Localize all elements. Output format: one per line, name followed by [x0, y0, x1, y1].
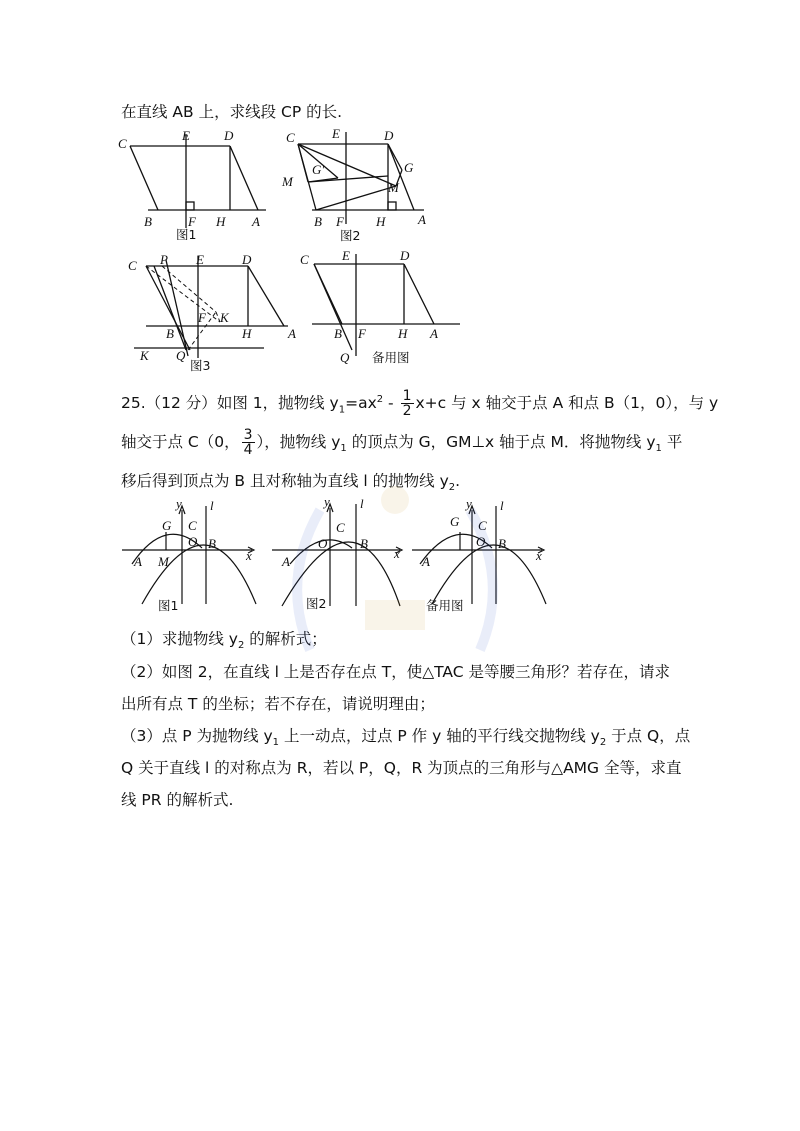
label-c: C	[478, 518, 487, 533]
label-o: O	[318, 536, 328, 551]
caption-para-backup: 备用图	[426, 598, 464, 612]
q25-stem-line3: 移后得到顶点为 B 且对称轴为直线 l 的抛物线 $y_2$.	[121, 472, 461, 494]
parabola-figure-1	[118, 500, 262, 612]
caption-para-fig2: 图2	[306, 596, 327, 611]
q24-tail-text: 在直线 AB 上，求线段 CP 的长.	[121, 103, 343, 121]
label-g-prime: G'	[312, 162, 325, 177]
q25-sub3-line1: （3）点 P 为抛物线 $y_1$ 上一动点，过点 P 作 y 轴的平行线交抛物线 $y_2$ 于点 Q，点	[121, 727, 691, 749]
label-y: y	[324, 496, 330, 509]
q25-sub2-line2: 出所有点 T 的坐标；若不存在，请说明理由；	[121, 695, 435, 713]
q25-sub2-line1: （2）如图 2，在直线 l 上是否存在点 T，使△TAC 是等腰三角形？若存在，请求	[121, 663, 670, 681]
q25-sub3-line3: 线 PR 的解析式.	[121, 791, 234, 809]
geometry-figure-1	[118, 128, 270, 240]
caption-fig1: 图1	[176, 227, 197, 240]
q25-sub3-line2: Q 关于直线 l 的对称点为 R，若以 P，Q，R 为顶点的三角形与△AMG 全等，求直	[121, 759, 682, 777]
label-b: B	[498, 536, 506, 551]
label-o: O	[188, 534, 198, 549]
label-f: F	[188, 214, 196, 229]
label-e: E	[182, 128, 190, 143]
label-a: A	[252, 214, 260, 229]
label-a: A	[422, 554, 430, 569]
label-a: A	[282, 554, 290, 569]
caption-para-fig1: 图1	[158, 598, 179, 612]
label-l: l	[360, 496, 364, 511]
label-h: H	[398, 326, 408, 341]
caption-fig3: 图3	[190, 358, 211, 372]
label-h: H	[216, 214, 226, 229]
label-c: C	[336, 520, 345, 535]
geometry-figure-3	[124, 252, 304, 372]
q25-stem-line1: 25.（12 分）如图 1，抛物线 $y_1=ax^2$ - $\frac{1}{2}$ x+c 与 x 轴交于点 A 和点 B（1，0），与 y	[121, 388, 719, 420]
label-l: l	[210, 500, 214, 513]
label-a: A	[418, 212, 426, 227]
label-x: x	[246, 548, 252, 563]
label-e: E	[342, 250, 350, 263]
q25-stem-line2: 轴交于点 C（0， $\frac{3}{4}$ ），抛物线 $y_1$ 的顶点为 G，GM⊥x 轴于点 M．将抛物线 $y_1$ 平	[121, 427, 683, 458]
label-x: x	[536, 548, 542, 563]
label-b: B	[314, 214, 322, 229]
label-d: D	[224, 128, 234, 143]
fraction-three-quarters: $\frac{3}{4}$	[243, 427, 253, 458]
label-c: C	[118, 136, 127, 151]
watermark-wreath-icon	[270, 470, 520, 670]
label-e: E	[196, 252, 204, 267]
label-g: G	[162, 518, 172, 533]
label-q: Q	[340, 350, 350, 365]
label-a: A	[430, 326, 438, 341]
caption-backup: 备用图	[372, 350, 410, 365]
label-l: l	[500, 500, 504, 513]
label-q: Q	[176, 348, 186, 363]
label-f: F	[336, 214, 344, 229]
caption-fig2: 图2	[340, 228, 361, 242]
geometry-figure-backup	[300, 250, 470, 370]
label-k: K	[220, 310, 229, 325]
label-g: G	[404, 160, 414, 175]
label-d: D	[384, 128, 394, 143]
label-a: A	[288, 326, 296, 341]
label-f: F	[198, 310, 206, 325]
label-m-2: M	[388, 180, 399, 195]
label-h: H	[242, 326, 252, 341]
label-d: D	[400, 250, 410, 263]
label-c: C	[300, 252, 309, 267]
label-m: M	[282, 174, 293, 189]
label-d: D	[242, 252, 252, 267]
fraction-one-half: $\frac{1}{2}$	[402, 388, 412, 420]
label-c: C	[286, 130, 295, 145]
label-p: P	[160, 252, 168, 267]
label-h: H	[376, 214, 386, 229]
label-f: F	[358, 326, 366, 341]
label-x: x	[394, 546, 400, 561]
label-b: B	[334, 326, 342, 341]
label-c: C	[128, 258, 137, 273]
label-c: C	[188, 518, 197, 533]
label-g: G	[450, 514, 460, 529]
q25-sub1: （1）求抛物线 $y_2$ 的解析式；	[121, 630, 327, 652]
label-k-2: K	[140, 348, 149, 363]
geometry-figure-2	[278, 126, 438, 242]
label-b: B	[208, 536, 216, 551]
label-b: B	[360, 536, 368, 551]
label-y: y	[466, 500, 472, 511]
label-b: B	[166, 326, 174, 341]
label-e: E	[332, 126, 340, 141]
label-a: A	[134, 554, 142, 569]
label-b: B	[144, 214, 152, 229]
label-m: M	[158, 554, 169, 569]
label-o: O	[476, 534, 486, 549]
label-y: y	[176, 500, 182, 511]
